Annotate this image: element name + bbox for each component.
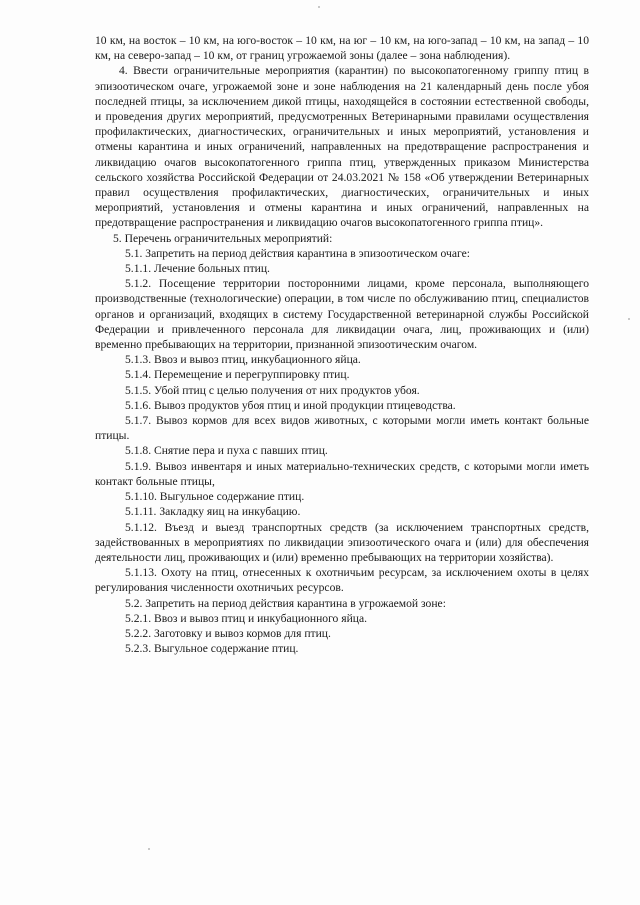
paragraph-5-1-12: 5.1.12. Въезд и выезд транспортных средств (за исключением транспортных средств, задействованных в мероприятиях по ликвидации эпизоотического очага и (или) для обеспечения деятельности лиц, проживающих и (или) временно пребывающих на территории хозяйства). xyxy=(95,520,589,564)
paragraph-5-1-9: 5.1.9. Вывоз инвентаря и иных материально-технических средств, с которыми могли иметь контакт больные птицы, xyxy=(95,459,589,488)
paragraph-5-1-3: 5.1.3. Ввоз и вывоз птиц, инкубационного яйца. xyxy=(125,353,361,367)
scan-speck xyxy=(148,848,150,850)
paragraph-5-1-4: 5.1.4. Перемещение и перегруппировку птиц. xyxy=(125,368,350,382)
paragraph-5-1-8: 5.1.8. Снятие пера и пуха с павших птиц. xyxy=(125,444,328,458)
paragraph-5-1-7: 5.1.7. Вывоз кормов для всех видов животных, с которыми могли иметь контакт больные птицы. xyxy=(95,414,589,443)
paragraph-5-2-3: 5.2.3. Выгульное содержание птиц. xyxy=(125,642,299,656)
paragraph-5-1-6: 5.1.6. Вывоз продуктов убоя птиц и иной продукции птицеводства. xyxy=(125,398,456,412)
paragraph-5-1-13: 5.1.13. Охоту на птиц, отнесенных к охотничьим ресурсам, за исключением охоты в целях регулирования численности охотничьих ресурсов. xyxy=(95,566,589,595)
paragraph-5-1: 5.1. Запретить на период действия карантина в эпизоотическом очаге: xyxy=(125,246,470,260)
paragraph-5-2-1: 5.2.1. Ввоз и вывоз птиц и инкубационного яйца. xyxy=(125,611,368,625)
paragraph-5-1-2: 5.1.2. Посещение территории посторонними лицами, кроме персонала, выполняющего производственные (технологические) операции, в том числе по обслуживанию птиц, специалистов органов и организаций, входящих в систему Государственной ветеринарной службы Российской Федерации и привлеченного персонала для ликвидации очага, лиц, проживающих и (или) временно пребывающих на территории, признанной эпизоотическим очагом. xyxy=(95,277,589,352)
paragraph-5-2-2: 5.2.2. Заготовку и вывоз кормов для птиц. xyxy=(125,626,331,640)
paragraph-5-1-11: 5.1.11. Закладку яиц на инкубацию. xyxy=(125,505,301,519)
paragraph-5-1-10: 5.1.10. Выгульное содержание птиц. xyxy=(125,490,305,504)
scan-speck xyxy=(628,318,630,320)
paragraph-5-heading: 5. Перечень ограничительных мероприятий: xyxy=(113,231,333,245)
paragraph-5-1-1: 5.1.1. Лечение больных птиц. xyxy=(125,262,270,276)
paragraph-zone-continuation: 10 км, на восток – 10 км, на юго-восток – 10 км, на юг – 10 км, на юго-запад – 10 км, на запад – 10 км, на северо-запад – 10 км, от границ угрожаемой зоны (далее – зона наблюдения). xyxy=(95,34,589,63)
document-body xyxy=(95,33,589,656)
paragraph-4-quarantine: 4. Ввести ограничительные мероприятия (карантин) по высокопатогенному гриппу птиц в эпизоотическом очаге, угрожаемой зоне и зоне наблюдения на 21 календарный день после убоя последней птицы, за исключением дикой птицы, находящейся в состоянии естественной свободы, и проведения других мероприятий, предусмотренных Ветеринарными правилами осуществления профилактических, диагностических, ограничительных и иных мероприятий, установления и отмены карантина и иных ограничений, направленных на предотвращение распространения и ликвидацию очагов высокопатогенного гриппа птиц, утвержденных приказом Министерства сельского хозяйства Российской Федерации от 24.03.2021 № 158 «Об утверждении Ветеринарных правил осуществления профилактических, диагностических, ограничительных и иных мероприятий, установления и отмены карантина и иных ограничений, направленных на предотвращение распространения и ликвидацию очагов высокопатогенного гриппа птиц». xyxy=(95,64,589,230)
paragraph-5-1-5: 5.1.5. Убой птиц с целью получения от них продуктов убоя. xyxy=(125,383,420,397)
scan-speck xyxy=(318,6,320,8)
paragraph-5-2: 5.2. Запретить на период действия карантина в угрожаемой зоне: xyxy=(125,596,446,610)
